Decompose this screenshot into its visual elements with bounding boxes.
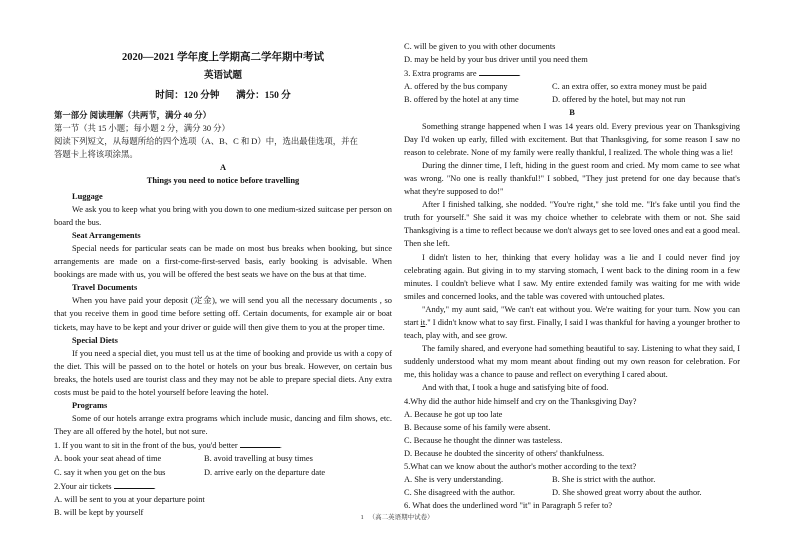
part-heading: 第一部分 阅读理解（共两节，满分 40 分） (54, 111, 212, 120)
diet-heading: Special Diets (72, 335, 118, 345)
q3-options-row-2 (404, 93, 740, 106)
q5-option-b: B. She is strict with the author. (552, 475, 656, 485)
passage-b-paragraph-1: Something strange happened when I was 14 years old. Every previous year on Thanksgiving Day I'd woken up early, filled with excitement. But that Thanksgiving, for some reason I saw no reason to celebrate. None of my family were really thankful, I realized. The whole thing was a lie! (404, 121, 740, 157)
passage-b-paragraph-7: And with that, I took a huge and satisfying bite of food. (422, 383, 609, 393)
q3-option-c: C. an extra offer, so extra money must be paid (552, 82, 707, 92)
instructions-line-1: 阅读下列短文，从每题所给的四个选项（A、B、C 和 D）中，选出最佳选项，并在 (54, 137, 358, 147)
question-5: 5.What can we know about the author's mother according to the text? (404, 462, 637, 471)
answer-blank (114, 479, 154, 489)
q3-options-row-1 (404, 80, 740, 93)
q1-option-a: A. book your seat ahead of time (54, 454, 162, 464)
section-heading: 第一节（共 15 小题；每小题 2 分，满分 30 分） (54, 124, 230, 134)
q3-option-a: A. offered by the bus company (404, 82, 508, 92)
passage-b-letter: B (569, 108, 575, 118)
passage-a-title: Things you need to notice before travelling (146, 176, 300, 186)
q3-option-b: B. offered by the hotel at any time (404, 95, 519, 105)
answer-blank (240, 438, 280, 448)
q2-option-a: A. will be sent to you at your departure point (54, 494, 205, 504)
q5-option-a: A. She is very understanding. (404, 475, 504, 485)
q4-option-b: B. Because some of his family were absent. (404, 422, 551, 432)
q5-options-row-1 (404, 473, 740, 486)
time-score-line (54, 89, 392, 103)
paragraph-5-end: ." I didn't know what to say first. Finally, I said I was thankful for having a younger brother to teach, play with, and see grow. (404, 317, 740, 341)
right-column (404, 40, 740, 512)
left-column (54, 40, 392, 519)
travel-text: When you have paid your deposit (定金), we will send you all the necessary documents , so that you receive them in good time before setting off. Certain documents, for example air or boat tickets, may have to be kept and your driver or guide will then give them to you at the proper time. (54, 296, 392, 332)
exam-score: 满分：150 分 (236, 91, 291, 101)
question-3-text: 3. Extra programs are (404, 69, 477, 79)
page-footer (0, 512, 794, 521)
q5-options-row-2 (404, 486, 740, 499)
q1-option-d: D. arrive early on the departure date (204, 467, 326, 477)
page-number: 1 (360, 514, 364, 521)
exam-time: 时间：120 分钟 (155, 91, 220, 101)
passage-b-paragraph-2: During the dinner time, I left, hiding in the guest room and cried. My mom came to see what was wrong. "No one is really thankful!" I sobbed, "They just pretend for one day because that's what they're supposed to do!" (404, 160, 740, 197)
programs-text: Some of our hotels arrange extra programs which include music, dancing and film shows, etc. They are all offered by the hotel, but not sure. (54, 414, 392, 437)
question-4: 4.Why did the author hide himself and cry on the Thanksgiving Day? (404, 396, 637, 406)
underlined-word-it: it (420, 317, 426, 327)
question-6: 6. What does the underlined word "it" in Paragraph 5 refer to? (404, 501, 613, 511)
passage-b-paragraph-4: I didn't listen to her, thinking that every holiday was a lie and I could never find joy celebrating again. But giving in to my starving stomach, I went back to the dining room in a few minutes. I couldn't believe what I saw. My entire extended family was waiting for me with wide smiles and concerned looks, and the table was covered with untouched plates. (404, 252, 740, 301)
paragraph-5-start: "Andy," my aunt said, "We can't eat without you. We're waiting for your turn. Now you can start (404, 304, 740, 327)
q4-option-a: A. Because he got up too late (404, 409, 503, 419)
q1-options-row-1 (54, 452, 392, 465)
luggage-heading: Luggage (72, 191, 103, 201)
answer-blank (479, 66, 519, 76)
q2-option-b: B. will be kept by yourself (54, 507, 144, 517)
programs-heading: Programs (72, 401, 108, 411)
passage-b-paragraph-5 (404, 303, 740, 342)
luggage-text: We ask you to keep what you bring with you down to one medium-sized suitcase per person on board the bus. (54, 204, 392, 227)
q5-option-c: C. She disagreed with the author. (404, 488, 515, 498)
q1-options-row-2 (54, 466, 392, 479)
seat-heading: Seat Arrangements (72, 230, 141, 240)
q3-option-d: D. offered by the hotel, but may not run (552, 95, 686, 105)
exam-title: 2020—2021 学年度上学期高二学年期中考试 (121, 52, 325, 63)
question-2-text: 2.Your air tickets (54, 481, 112, 491)
passage-b-paragraph-3: After I finished talking, she nodded. "You're right," she told me. "It's fake until you find the truth for yourself." She said it was my choice whether to celebrate with them or not. She said Thanksgiving is a time to reflect because we don't always get to see loved ones and eat a good meal. Then she left. (404, 200, 740, 249)
question-1-text: 1. If you want to sit in the front of the bus, you'd better (54, 441, 238, 451)
q1-option-c: C. say it when you get on the bus (54, 467, 166, 477)
q5-option-d: D. She showed great worry about the author. (552, 488, 702, 498)
q4-option-d: D. Because he doubted the sincerity of others' thankfulness. (404, 448, 605, 458)
passage-b-paragraph-6: The family shared, and everyone had something beautiful to say. Listening to what they said, I suddenly understood what my mom meant about finding out my own reason for celebration. For me, this holiday was a chance to pause and reflect on everything I cared about. (404, 344, 740, 380)
q2-option-c: C. will be given to you with other documents (404, 42, 556, 51)
q4-option-c: C. Because he thought the dinner was tasteless. (404, 435, 563, 445)
question-2: 2.Your air tickets . (54, 479, 392, 493)
instructions-line-2: 答题卡上将该项涂黑。 (54, 150, 138, 160)
question-3: 3. Extra programs are . (404, 66, 740, 80)
footer-label: （高二英语期中试卷） (368, 514, 434, 521)
q2-option-d: D. may be held by your bus driver until you need them (404, 55, 588, 65)
seat-text: Special needs for particular seats can be made on most bus breaks when booking, but since arrangements are made on a first-come-first-served basis, early booking is advisable. When bookings are made with us, you will be offered the best seats we have on the bus at that time. (54, 243, 392, 280)
diet-text: If you need a special diet, you must tell us at the time of booking and provide us with a copy of the diet. This will be passed on to the hotel or hotels on your bus break. However, on certain bus breaks, the hotels used are tourist class and they may not be able to prepare special diets. Any extra costs must be paid to the hotel yourself before leaving the hotel. (54, 348, 392, 397)
q1-option-b: B. avoid travelling at busy times (204, 454, 313, 464)
question-1: 1. If you want to sit in the front of the bus, you'd better . (54, 438, 392, 452)
travel-heading: Travel Documents (72, 283, 138, 293)
passage-a-letter: A (219, 163, 227, 173)
subject-title: 英语试题 (203, 71, 242, 81)
